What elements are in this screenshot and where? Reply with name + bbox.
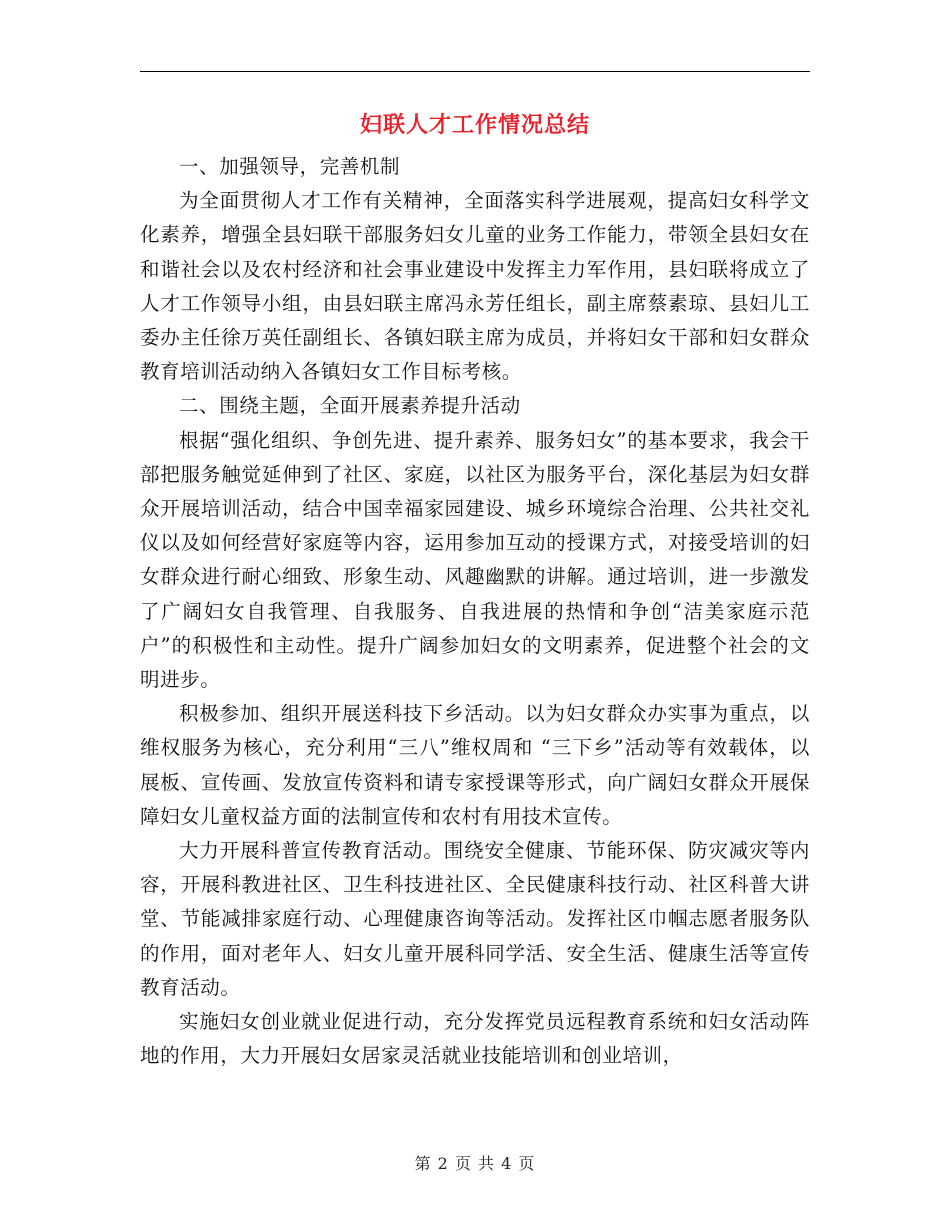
- paragraph-5: 实施妇女创业就业促进行动，充分发挥党员远程教育系统和妇女活动阵地的作用，大力开展妇女居家灵活就业技能培训和创业培训，: [140, 1010, 810, 1068]
- document-body: [140, 150, 810, 1073]
- paragraph-4: 大力开展科普宣传教育活动。围绕安全健康、节能环保、防灾减灾等内容，开展科教进社区、卫生科技进社区、全民健康科技行动、社区科普大讲堂、节能减排家庭行动、心理健康咨询等活动。发挥社区巾帼志愿者服务队的作用，面对老年人、妇女儿童开展科同学活、安全生活、健康生活等宣传教育活动。: [140, 839, 810, 999]
- header-rule: [140, 71, 810, 72]
- page-number-footer: 第 2 页 共 4 页: [414, 1154, 536, 1173]
- section-heading-1: 一、加强领导，完善机制: [179, 155, 401, 178]
- section-heading-2: 二、围绕主题，全面开展素养提升活动: [179, 394, 521, 418]
- paragraph-2: 根据“强化组织、争创先进、提升素养、服务妇女”的基本要求，我会干部把服务触觉延伸到了社区、家庭，以社区为服务平台，深化基层为妇女群众开展培训活动，结合中国幸福家园建设、城乡环境综合治理、公共社交礼仪以及如何经营好家庭等内容，运用参加互动的授课方式，对接受培训的妇女群众进行耐心细致、形象生动、风趣幽默的讲解。通过培训，进一步激发了广阔妇女自我管理、自我服务、自我进展的热情和争创“洁美家庭示范户”的积极性和主动性。提升广阔参加妇女的文明素养，促进整个社会的文明进步。: [140, 428, 810, 692]
- paragraph-1: 为全面贯彻人才工作有关精神，全面落实科学进展观，提高妇女科学文化素养，增强全县妇联干部服务妇女儿童的业务工作能力，带领全县妇女在和谐社会以及农村经济和社会事业建设中发挥主力军作用，县妇联将成立了人才工作领导小组，由县妇联主席冯永芳任组长，副主席蔡素琼、县妇儿工委办主任徐万英任副组长、各镇妇联主席为成员，并将妇女干部和妇女群众教育培训活动纳入各镇妇女工作目标考核。: [140, 189, 810, 384]
- document-title: 妇联人才工作情况总结: [359, 112, 590, 138]
- paragraph-3: 积极参加、组织开展送科技下乡活动。以为妇女群众办实事为重点，以维权服务为核心，充分利用“三八”维权周和 “三下乡”活动等有效载体，以展板、宣传画、发放宣传资料和请专家授课等形式，向广阔妇女群众开展保障妇女儿童权益方面的法制宣传和农村有用技术宣传。: [140, 702, 810, 828]
